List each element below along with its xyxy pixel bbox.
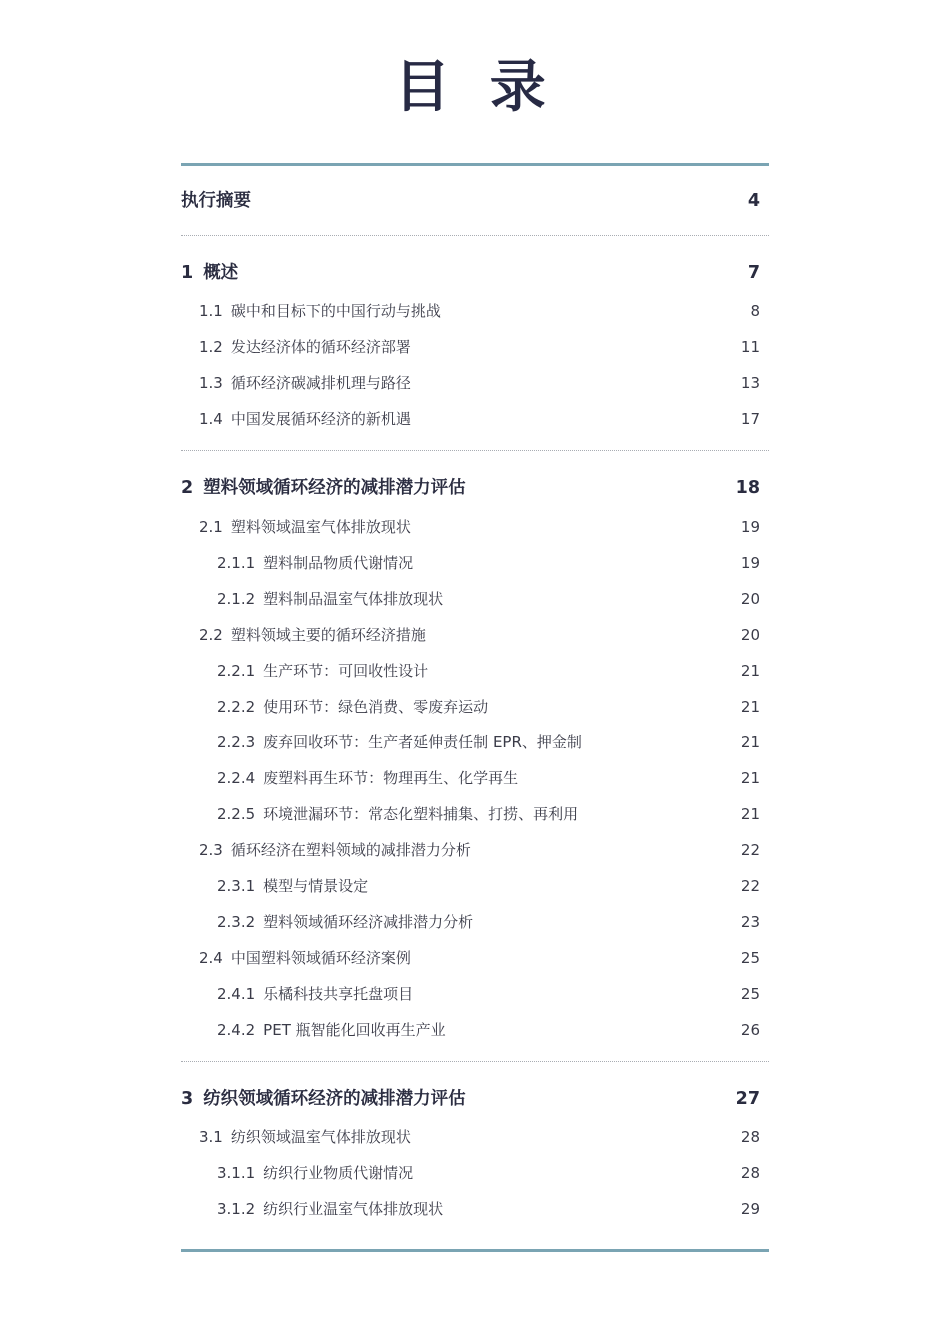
toc-entry-text: 塑料制品温室气体排放现状: [263, 590, 444, 608]
toc-entry-number: 2.2: [199, 626, 223, 644]
toc-entry-2-2-4[interactable]: [181, 766, 760, 790]
toc-entry-2-3[interactable]: [181, 838, 760, 862]
toc-entry-page: 7: [747, 263, 760, 283]
section-divider: [181, 235, 769, 236]
toc-entry-number: 2.2.3: [217, 733, 256, 751]
toc-entry-number: 2.1.2: [217, 590, 256, 608]
toc-entry-number: 2.2.2: [217, 698, 256, 716]
toc-entry-page: 25: [740, 949, 760, 967]
toc-entry-2-4[interactable]: [181, 946, 760, 970]
toc-entry-2-2-5[interactable]: [181, 802, 760, 826]
toc-entry-text: 纺织领域温室气体排放现状: [230, 1128, 411, 1146]
toc-entry-3-1-2[interactable]: [181, 1197, 760, 1221]
toc-entry-2-3-2[interactable]: [181, 910, 760, 934]
bottom-rule: [181, 1249, 769, 1252]
toc-entry-number: 2.2.1: [217, 662, 256, 680]
toc-entry-3-1[interactable]: [181, 1125, 760, 1149]
toc-entry-number: 2.4.2: [217, 1021, 256, 1039]
toc-entry-page: 21: [740, 769, 760, 787]
toc-entry-number: 3.1.2: [217, 1200, 256, 1218]
toc-entry-text: 纺织行业温室气体排放现状: [263, 1200, 444, 1218]
toc-entry-number: 1.1: [199, 302, 223, 320]
toc-entry-page: 8: [750, 302, 760, 320]
toc-entry-page: 20: [740, 626, 760, 644]
toc-entry-1-2[interactable]: [181, 335, 760, 359]
toc-entry-number: 1.3: [199, 374, 223, 392]
toc-entry-page: 21: [740, 733, 760, 751]
toc-entry-text: 废塑料再生环节：物理再生、化学再生: [263, 769, 519, 787]
toc-entry-2-4-1[interactable]: [181, 982, 760, 1006]
toc-entry-text: 塑料领域循环经济的减排潜力评估: [203, 478, 466, 498]
toc-entry-number: 1.4: [199, 410, 223, 428]
toc-entry-number: 2.1.1: [217, 554, 256, 572]
toc-entry-page: 29: [740, 1200, 760, 1218]
page-title: 目 录: [394, 55, 556, 120]
toc-entry-number: 3: [181, 1089, 194, 1109]
top-rule: [181, 163, 769, 166]
toc-entry-number: 3.1: [199, 1128, 223, 1146]
toc-entry-text: 执行摘要: [181, 191, 251, 211]
toc-entry-page: 22: [740, 877, 760, 895]
toc-entry-page: 11: [740, 338, 760, 356]
toc-entry-page: 13: [740, 374, 760, 392]
toc-entry-page: 18: [735, 478, 760, 498]
toc-entry-number: 2: [181, 478, 194, 498]
toc-entry-text: 循环经济在塑料领域的减排潜力分析: [230, 841, 471, 859]
toc-entry-text: 纺织领域循环经济的减排潜力评估: [203, 1089, 466, 1109]
toc-entry-number: 1.2: [199, 338, 223, 356]
toc-entry-page: 20: [740, 590, 760, 608]
toc-entry-number: 2.3.2: [217, 913, 256, 931]
toc-entry-number: 2.1: [199, 518, 223, 536]
toc-entry-page: 19: [740, 554, 760, 572]
toc-entry-text: 环境泄漏环节：常态化塑料捕集、打捞、再利用: [263, 805, 579, 823]
toc-entry-3-1-1[interactable]: [181, 1161, 760, 1185]
toc-entry-text: 生产环节：可回收性设计: [263, 662, 429, 680]
toc-entry-page: 17: [740, 410, 760, 428]
toc-entry-page: 22: [740, 841, 760, 859]
toc-entry-number: 3.1.1: [217, 1164, 256, 1182]
toc-entry-2-4-2[interactable]: [181, 1018, 760, 1042]
toc-entry-text: 中国发展循环经济的新机遇: [230, 410, 411, 428]
toc-entry-text: PET 瓶智能化回收再生产业: [263, 1021, 446, 1039]
section-divider: [181, 1061, 769, 1062]
toc-entry-2[interactable]: [181, 476, 760, 500]
toc-entry-text: 塑料领域主要的循环经济措施: [230, 626, 426, 644]
toc-entry-executive-summary[interactable]: [181, 189, 760, 213]
toc-entry-number: 2.3: [199, 841, 223, 859]
toc-entry-text: 塑料制品物质代谢情况: [263, 554, 414, 572]
toc-entry-text: 概述: [203, 263, 239, 283]
toc-entry-1-3[interactable]: [181, 371, 760, 395]
toc-entry-page: 26: [740, 1021, 760, 1039]
toc-entry-number: 1: [181, 263, 194, 283]
toc-entry-page: 21: [740, 662, 760, 680]
toc-entry-text: 塑料领域循环经济减排潜力分析: [263, 913, 474, 931]
toc-entry-2-1-2[interactable]: [181, 587, 760, 611]
toc-entry-text: 碳中和目标下的中国行动与挑战: [230, 302, 441, 320]
toc-entry-2-2-2[interactable]: [181, 695, 760, 719]
toc-entry-page: 25: [740, 985, 760, 1003]
toc-entry-number: 2.4: [199, 949, 223, 967]
toc-entry-text: 发达经济体的循环经济部署: [230, 338, 411, 356]
toc-entry-page: 27: [735, 1089, 760, 1109]
toc-entry-3[interactable]: [181, 1087, 760, 1111]
toc-entry-text: 中国塑料领域循环经济案例: [230, 949, 411, 967]
toc-entry-number: 2.2.5: [217, 805, 256, 823]
toc-entry-2-2-3[interactable]: [181, 730, 760, 754]
toc-entry-page: 21: [740, 805, 760, 823]
toc-entry-2-1[interactable]: [181, 515, 760, 539]
toc-entry-page: 23: [740, 913, 760, 931]
section-divider: [181, 450, 769, 451]
toc-entry-number: 2.3.1: [217, 877, 256, 895]
toc-entry-1-4[interactable]: [181, 407, 760, 431]
toc-entry-1-1[interactable]: [181, 299, 760, 323]
toc-entry-text: 模型与情景设定: [263, 877, 369, 895]
toc-entry-page: 19: [740, 518, 760, 536]
toc-entry-text: 废弃回收环节：生产者延伸责任制 EPR、押金制: [263, 733, 582, 751]
toc-entry-number: 2.2.4: [217, 769, 256, 787]
toc-entry-page: 4: [747, 191, 760, 211]
toc-entry-number: 2.4.1: [217, 985, 256, 1003]
toc-entry-page: 28: [740, 1164, 760, 1182]
toc-entry-2-3-1[interactable]: [181, 874, 760, 898]
toc-entry-text: 循环经济碳减排机理与路径: [230, 374, 411, 392]
toc-entry-1[interactable]: [181, 261, 760, 285]
toc-entry-text: 乐橘科技共享托盘项目: [263, 985, 414, 1003]
toc-entry-text: 塑料领域温室气体排放现状: [230, 518, 411, 536]
toc-entry-2-1-1[interactable]: [181, 551, 760, 575]
toc-entry-page: 21: [740, 698, 760, 716]
toc-entry-text: 使用环节：绿色消费、零废弃运动: [263, 698, 489, 716]
toc-entry-page: 28: [740, 1128, 760, 1146]
toc-entry-2-2[interactable]: [181, 623, 760, 647]
toc-entry-2-2-1[interactable]: [181, 659, 760, 683]
toc-entry-text: 纺织行业物质代谢情况: [263, 1164, 414, 1182]
